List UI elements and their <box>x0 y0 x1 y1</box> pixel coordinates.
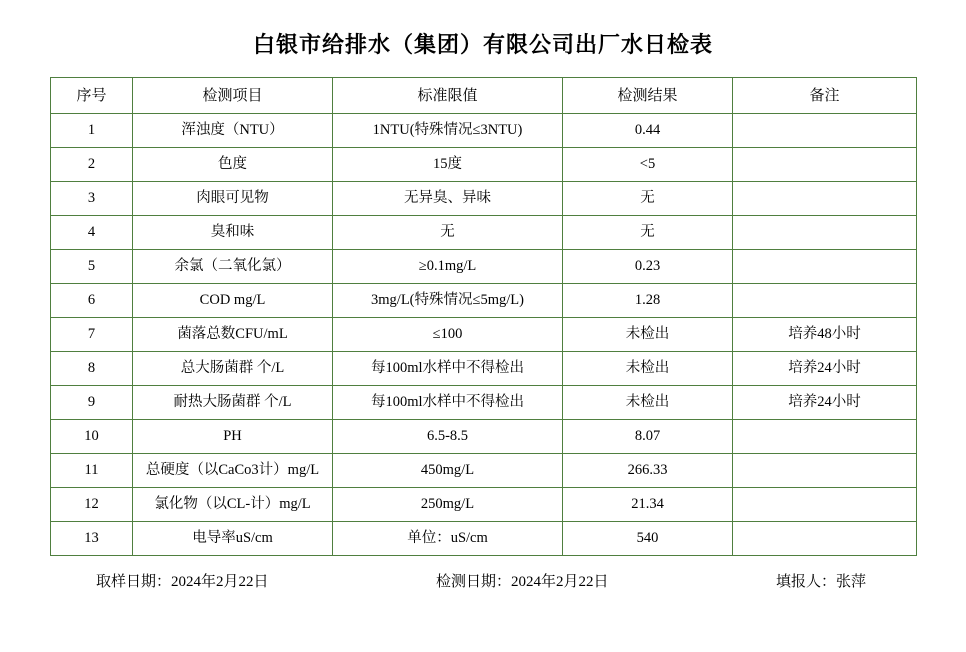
cell-item: PH <box>133 420 333 454</box>
column-header-no: 序号 <box>51 78 133 114</box>
cell-limit: 1NTU(特殊情况≤3NTU) <box>333 114 563 148</box>
cell-limit: 单位：uS/cm <box>333 522 563 556</box>
table-header-row <box>51 78 917 114</box>
cell-result: 266.33 <box>563 454 733 488</box>
page-title: 白银市给排水（集团）有限公司出厂水日检表 <box>252 32 713 57</box>
table-row <box>51 318 917 352</box>
cell-item: 臭和味 <box>133 216 333 250</box>
cell-remark <box>733 148 917 182</box>
cell-item: COD mg/L <box>133 284 333 318</box>
water-daily-test-table <box>50 77 917 556</box>
cell-limit: 无 <box>333 216 563 250</box>
test-date: 检测日期：2024年2月22日 <box>435 574 609 590</box>
report-table-container <box>50 77 916 556</box>
cell-item: 耐热大肠菌群 个/L <box>133 386 333 420</box>
cell-remark: 培养48小时 <box>733 318 917 352</box>
cell-item: 菌落总数CFU/mL <box>133 318 333 352</box>
cell-no: 8 <box>51 352 133 386</box>
cell-result: 未检出 <box>563 386 733 420</box>
cell-result: <5 <box>563 148 733 182</box>
cell-remark <box>733 522 917 556</box>
table-row <box>51 420 917 454</box>
table-header <box>51 78 917 114</box>
cell-remark <box>733 250 917 284</box>
cell-limit: 15度 <box>333 148 563 182</box>
cell-no: 6 <box>51 284 133 318</box>
cell-limit: ≥0.1mg/L <box>333 250 563 284</box>
cell-limit: 每100ml水样中不得检出 <box>333 352 563 386</box>
cell-result: 0.23 <box>563 250 733 284</box>
cell-result: 540 <box>563 522 733 556</box>
cell-result: 21.34 <box>563 488 733 522</box>
cell-remark <box>733 454 917 488</box>
cell-item: 浑浊度（NTU） <box>133 114 333 148</box>
table-row <box>51 216 917 250</box>
cell-limit: 250mg/L <box>333 488 563 522</box>
cell-no: 4 <box>51 216 133 250</box>
column-header-item: 检测项目 <box>133 78 333 114</box>
table-row <box>51 182 917 216</box>
cell-item: 总大肠菌群 个/L <box>133 352 333 386</box>
cell-no: 10 <box>51 420 133 454</box>
document-footer <box>50 570 916 591</box>
cell-result: 无 <box>563 216 733 250</box>
cell-result: 未检出 <box>563 352 733 386</box>
column-header-remark: 备注 <box>733 78 917 114</box>
cell-remark <box>733 284 917 318</box>
cell-no: 7 <box>51 318 133 352</box>
cell-limit: 6.5-8.5 <box>333 420 563 454</box>
cell-result: 0.44 <box>563 114 733 148</box>
table-row <box>51 488 917 522</box>
cell-no: 2 <box>51 148 133 182</box>
cell-no: 1 <box>51 114 133 148</box>
table-body <box>51 114 917 556</box>
cell-result: 1.28 <box>563 284 733 318</box>
table-row <box>51 352 917 386</box>
cell-item: 总硬度（以CaCo3计）mg/L <box>133 454 333 488</box>
cell-item: 色度 <box>133 148 333 182</box>
cell-limit: 无异臭、异味 <box>333 182 563 216</box>
cell-item: 氯化物（以CL-计）mg/L <box>133 488 333 522</box>
table-row <box>51 250 917 284</box>
cell-limit: 450mg/L <box>333 454 563 488</box>
column-header-result: 检测结果 <box>563 78 733 114</box>
cell-result: 8.07 <box>563 420 733 454</box>
document-page <box>0 28 966 652</box>
table-row <box>51 454 917 488</box>
cell-no: 3 <box>51 182 133 216</box>
cell-no: 9 <box>51 386 133 420</box>
cell-limit: 3mg/L(特殊情况≤5mg/L) <box>333 284 563 318</box>
cell-no: 5 <box>51 250 133 284</box>
reporter-name: 填报人：张萍 <box>775 574 866 590</box>
sampling-date: 取样日期：2024年2月22日 <box>96 574 269 590</box>
table-row <box>51 386 917 420</box>
cell-remark <box>733 216 917 250</box>
cell-limit: ≤100 <box>333 318 563 352</box>
table-row <box>51 284 917 318</box>
cell-remark <box>733 114 917 148</box>
cell-remark: 培养24小时 <box>733 352 917 386</box>
table-row <box>51 148 917 182</box>
cell-item: 余氯（二氧化氯） <box>133 250 333 284</box>
cell-remark: 培养24小时 <box>733 386 917 420</box>
cell-no: 13 <box>51 522 133 556</box>
cell-remark <box>733 182 917 216</box>
table-row <box>51 114 917 148</box>
cell-result: 无 <box>563 182 733 216</box>
cell-limit: 每100ml水样中不得检出 <box>333 386 563 420</box>
cell-item: 电导率uS/cm <box>133 522 333 556</box>
cell-item: 肉眼可见物 <box>133 182 333 216</box>
cell-remark <box>733 488 917 522</box>
table-row <box>51 522 917 556</box>
cell-remark <box>733 420 917 454</box>
cell-no: 12 <box>51 488 133 522</box>
cell-no: 11 <box>51 454 133 488</box>
cell-result: 未检出 <box>563 318 733 352</box>
column-header-limit: 标准限值 <box>333 78 563 114</box>
